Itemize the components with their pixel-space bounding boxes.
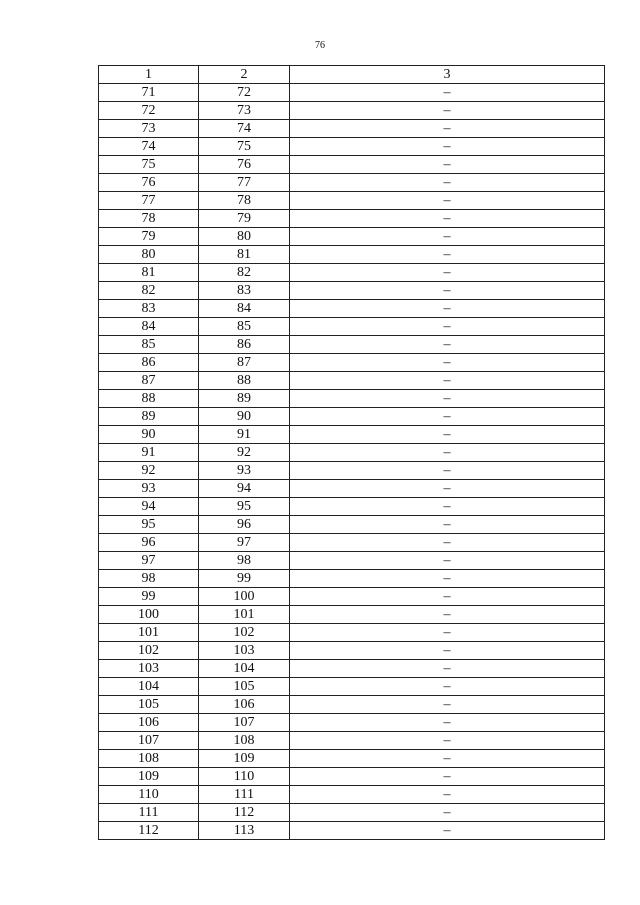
table-cell-col2: 104 [199,660,290,678]
table-cell-col3: – [290,714,605,732]
table-cell-col3: – [290,480,605,498]
table-cell-col1: 92 [99,462,199,480]
table-cell-col2: 77 [199,174,290,192]
table-cell-col2: 80 [199,228,290,246]
table-cell-col3: – [290,732,605,750]
table-cell-col1: 74 [99,138,199,156]
table-cell-col3: – [290,408,605,426]
table-row [99,354,605,372]
table-row [99,516,605,534]
table-row [99,174,605,192]
table-cell-col3: – [290,228,605,246]
table-cell-col1: 100 [99,606,199,624]
table-cell-col1: 83 [99,300,199,318]
table-cell-col3: – [290,750,605,768]
table-cell-col1: 88 [99,390,199,408]
table-cell-col2: 109 [199,750,290,768]
table-body [99,84,605,840]
table-cell-col3: – [290,444,605,462]
table-cell-col3: – [290,588,605,606]
table-row [99,282,605,300]
table-row [99,300,605,318]
table-row [99,84,605,102]
table-cell-col1: 93 [99,480,199,498]
table-cell-col3: – [290,696,605,714]
table-cell-col3: – [290,804,605,822]
table-cell-col2: 72 [199,84,290,102]
table-cell-col2: 84 [199,300,290,318]
table-cell-col2: 82 [199,264,290,282]
table-row [99,156,605,174]
table-header [99,66,605,84]
table-cell-col2: 100 [199,588,290,606]
table-row [99,210,605,228]
table-cell-col3: – [290,624,605,642]
table-cell-col3: – [290,210,605,228]
table-header-row [99,66,605,84]
table-cell-col1: 102 [99,642,199,660]
table-cell-col3: – [290,660,605,678]
table-cell-col1: 106 [99,714,199,732]
table-cell-col1: 73 [99,120,199,138]
table-cell-col1: 90 [99,426,199,444]
table-cell-col1: 79 [99,228,199,246]
table-cell-col2: 79 [199,210,290,228]
table-row [99,606,605,624]
table-cell-col1: 99 [99,588,199,606]
table-row [99,480,605,498]
table-cell-col1: 81 [99,264,199,282]
table-cell-col1: 91 [99,444,199,462]
table-cell-col3: – [290,138,605,156]
table-cell-col1: 87 [99,372,199,390]
table-row [99,822,605,840]
table-cell-col3: – [290,372,605,390]
table-cell-col1: 77 [99,192,199,210]
table-cell-col2: 107 [199,714,290,732]
table-row [99,264,605,282]
table-row [99,786,605,804]
table-row [99,768,605,786]
table-row [99,804,605,822]
table-cell-col1: 98 [99,570,199,588]
table-cell-col3: – [290,606,605,624]
page-number: 76 [315,40,325,51]
table-cell-col3: – [290,516,605,534]
table-cell-col3: – [290,318,605,336]
table-cell-col3: – [290,264,605,282]
table-row [99,552,605,570]
table-cell-col3: – [290,192,605,210]
table-row [99,732,605,750]
table-cell-col1: 112 [99,822,199,840]
table-cell-col2: 101 [199,606,290,624]
table-cell-col3: – [290,534,605,552]
table-row [99,336,605,354]
table-row [99,624,605,642]
table-cell-col3: – [290,426,605,444]
table-cell-col1: 72 [99,102,199,120]
table-row [99,228,605,246]
table-cell-col2: 98 [199,552,290,570]
table-cell-col3: – [290,570,605,588]
table-cell-col1: 78 [99,210,199,228]
table-cell-col3: – [290,300,605,318]
table-row [99,390,605,408]
table-row [99,462,605,480]
table-row [99,120,605,138]
table-cell-col2: 76 [199,156,290,174]
table-cell-col2: 74 [199,120,290,138]
table-cell-col1: 82 [99,282,199,300]
table-cell-col3: – [290,174,605,192]
table-cell-col2: 103 [199,642,290,660]
table-cell-col2: 108 [199,732,290,750]
table-cell-col2: 97 [199,534,290,552]
table-cell-col3: – [290,768,605,786]
table-cell-col2: 90 [199,408,290,426]
table-cell-col3: – [290,462,605,480]
table-row [99,138,605,156]
data-table [98,65,605,840]
table-cell-col2: 89 [199,390,290,408]
table-cell-col2: 85 [199,318,290,336]
table-row [99,696,605,714]
table-cell-col3: – [290,822,605,840]
table-cell-col1: 97 [99,552,199,570]
table-cell-col1: 89 [99,408,199,426]
table-cell-col1: 110 [99,786,199,804]
table-cell-col1: 80 [99,246,199,264]
table-row [99,102,605,120]
table-cell-col2: 110 [199,768,290,786]
table-cell-col3: – [290,120,605,138]
table-row [99,660,605,678]
table-cell-col3: – [290,498,605,516]
table-cell-col1: 107 [99,732,199,750]
table-cell-col2: 105 [199,678,290,696]
table-cell-col3: – [290,678,605,696]
table-cell-col3: – [290,84,605,102]
table-cell-col1: 85 [99,336,199,354]
table-cell-col3: – [290,786,605,804]
table-cell-col1: 105 [99,696,199,714]
table-cell-col2: 87 [199,354,290,372]
table-row [99,642,605,660]
table-row [99,498,605,516]
table-cell-col3: – [290,390,605,408]
table-cell-col1: 103 [99,660,199,678]
table-cell-col1: 109 [99,768,199,786]
table-cell-col1: 95 [99,516,199,534]
table-cell-col1: 101 [99,624,199,642]
table-row [99,372,605,390]
table-row [99,588,605,606]
table-row [99,570,605,588]
table-cell-col1: 111 [99,804,199,822]
table-cell-col2: 113 [199,822,290,840]
table-cell-col2: 81 [199,246,290,264]
table-cell-col3: – [290,102,605,120]
table-row [99,714,605,732]
table-row [99,408,605,426]
table-row [99,426,605,444]
table-cell-col2: 75 [199,138,290,156]
table-cell-col3: – [290,354,605,372]
table-row [99,318,605,336]
table-cell-col2: 102 [199,624,290,642]
table-cell-col2: 106 [199,696,290,714]
table-cell-col3: – [290,552,605,570]
table-cell-col3: – [290,336,605,354]
table-cell-col3: – [290,642,605,660]
table-cell-col2: 112 [199,804,290,822]
table-cell-col2: 93 [199,462,290,480]
table-cell-col1: 96 [99,534,199,552]
table-cell-col1: 94 [99,498,199,516]
table-cell-col3: – [290,282,605,300]
table-cell-col1: 108 [99,750,199,768]
table-cell-col3: – [290,156,605,174]
table-cell-col1: 75 [99,156,199,174]
table-row [99,534,605,552]
table-cell-col2: 94 [199,480,290,498]
column-header-2: 2 [199,66,290,84]
table-cell-col1: 86 [99,354,199,372]
table-row [99,678,605,696]
table-cell-col2: 92 [199,444,290,462]
table-cell-col2: 99 [199,570,290,588]
table-cell-col2: 88 [199,372,290,390]
table-row [99,246,605,264]
table-cell-col2: 86 [199,336,290,354]
table-row [99,444,605,462]
table-cell-col1: 104 [99,678,199,696]
table-cell-col2: 78 [199,192,290,210]
table-cell-col2: 83 [199,282,290,300]
table-cell-col2: 111 [199,786,290,804]
column-header-1: 1 [99,66,199,84]
column-header-3: 3 [290,66,605,84]
table-row [99,750,605,768]
table-cell-col1: 84 [99,318,199,336]
table-cell-col2: 91 [199,426,290,444]
table-cell-col2: 73 [199,102,290,120]
table-cell-col3: – [290,246,605,264]
table-cell-col1: 71 [99,84,199,102]
table-cell-col1: 76 [99,174,199,192]
table-row [99,192,605,210]
table-cell-col2: 96 [199,516,290,534]
table-cell-col2: 95 [199,498,290,516]
